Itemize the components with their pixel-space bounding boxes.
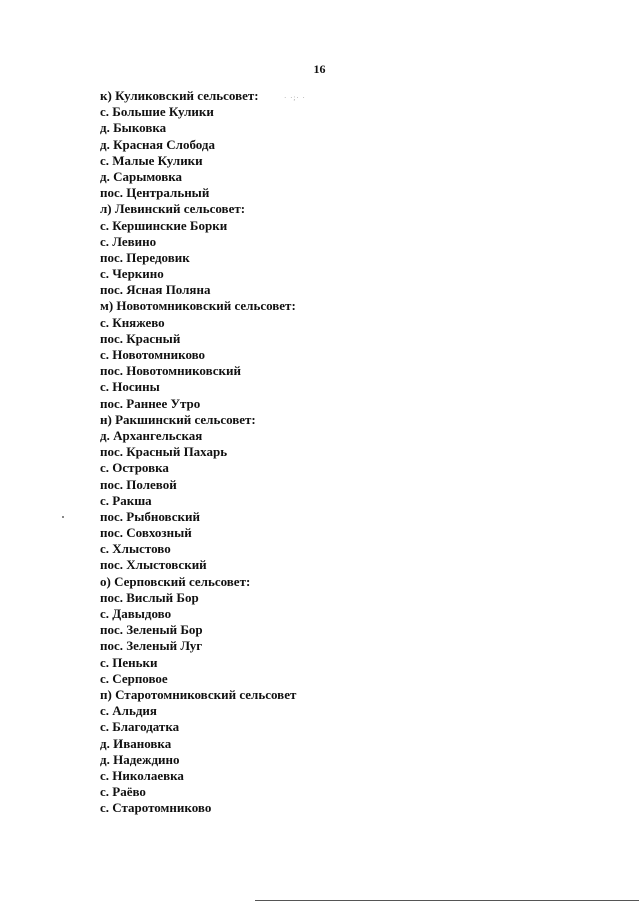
settlement-item: пос. Центральный bbox=[100, 185, 210, 201]
settlement-item: с. Княжево bbox=[100, 314, 165, 330]
council-heading: о) Серповский сельсовет: bbox=[100, 573, 251, 589]
settlement-item: д. Надеждино bbox=[100, 751, 180, 767]
settlement-item: с. Альдия bbox=[100, 703, 157, 719]
settlement-item: пос. Раннее Утро bbox=[100, 395, 201, 411]
settlement-item: д. Сарымовка bbox=[100, 168, 183, 184]
settlement-item: д. Ивановка bbox=[100, 735, 172, 751]
settlement-item: д. Быковка bbox=[100, 120, 167, 136]
settlement-item: пос. Полевой bbox=[100, 476, 177, 492]
settlement-item: пос. Ясная Поляна bbox=[100, 282, 211, 298]
council-heading: к) Куликовский сельсовет: bbox=[100, 88, 259, 103]
settlement-item: с. Черкино bbox=[100, 266, 164, 282]
settlement-item: пос. Хлыстовский bbox=[100, 557, 207, 573]
settlement-item: с. Новотомниково bbox=[100, 347, 206, 362]
settlement-item: с. Старотомниково bbox=[100, 800, 212, 816]
settlement-item: д. Архангельская bbox=[100, 427, 203, 443]
page-number: 16 bbox=[313, 62, 326, 76]
settlement-item: с. Серповое bbox=[100, 670, 168, 686]
settlement-item: с. Ракша bbox=[100, 492, 152, 508]
council-heading: л) Левинский сельсовет: bbox=[100, 201, 246, 217]
settlement-item: д. Красная Слобода bbox=[100, 136, 215, 152]
council-heading: н) Ракшинский сельсовет: bbox=[100, 411, 256, 427]
settlement-item: пос. Передовик bbox=[100, 249, 190, 265]
settlement-item: с. Пеньки bbox=[100, 654, 158, 670]
settlement-item: с. Хлыстово bbox=[100, 541, 171, 557]
settlement-item: пос. Совхозный bbox=[100, 525, 192, 541]
council-heading: м) Новотомниковский сельсовет: bbox=[100, 298, 296, 314]
settlement-item: пос. Красный Пахарь bbox=[100, 444, 228, 460]
settlement-item: пос. Зеленый Луг bbox=[100, 638, 203, 654]
settlement-item: с. Благодатка bbox=[100, 719, 180, 735]
settlement-item: с. Островка bbox=[100, 460, 169, 476]
settlement-item: с. Большие Кулики bbox=[100, 104, 214, 120]
settlement-list bbox=[100, 88, 296, 816]
settlement-item: пос. Зеленый Бор bbox=[100, 622, 203, 638]
settlement-item: с. Николаевка bbox=[100, 767, 184, 783]
settlement-item: с. Давыдово bbox=[100, 606, 172, 621]
council-heading: п) Старотомниковский сельсовет bbox=[100, 686, 297, 702]
settlement-item: пос. Новотомниковский bbox=[100, 363, 242, 379]
scan-artifact: · ·;· · bbox=[284, 94, 306, 102]
settlement-item: пос. Рыбновский bbox=[100, 508, 200, 524]
settlement-item: с. Левино bbox=[100, 233, 157, 249]
settlement-item: пос. Красный bbox=[100, 330, 181, 346]
settlement-item: с. Малые Кулики bbox=[100, 152, 203, 168]
settlement-item: с. Кершинские Борки bbox=[100, 217, 228, 233]
bottom-rule bbox=[255, 900, 639, 901]
scan-speck bbox=[62, 516, 64, 518]
settlement-item: пос. Вислый Бор bbox=[100, 589, 199, 605]
settlement-item: с. Раёво bbox=[100, 784, 146, 800]
settlement-item: с. Носины bbox=[100, 379, 160, 395]
